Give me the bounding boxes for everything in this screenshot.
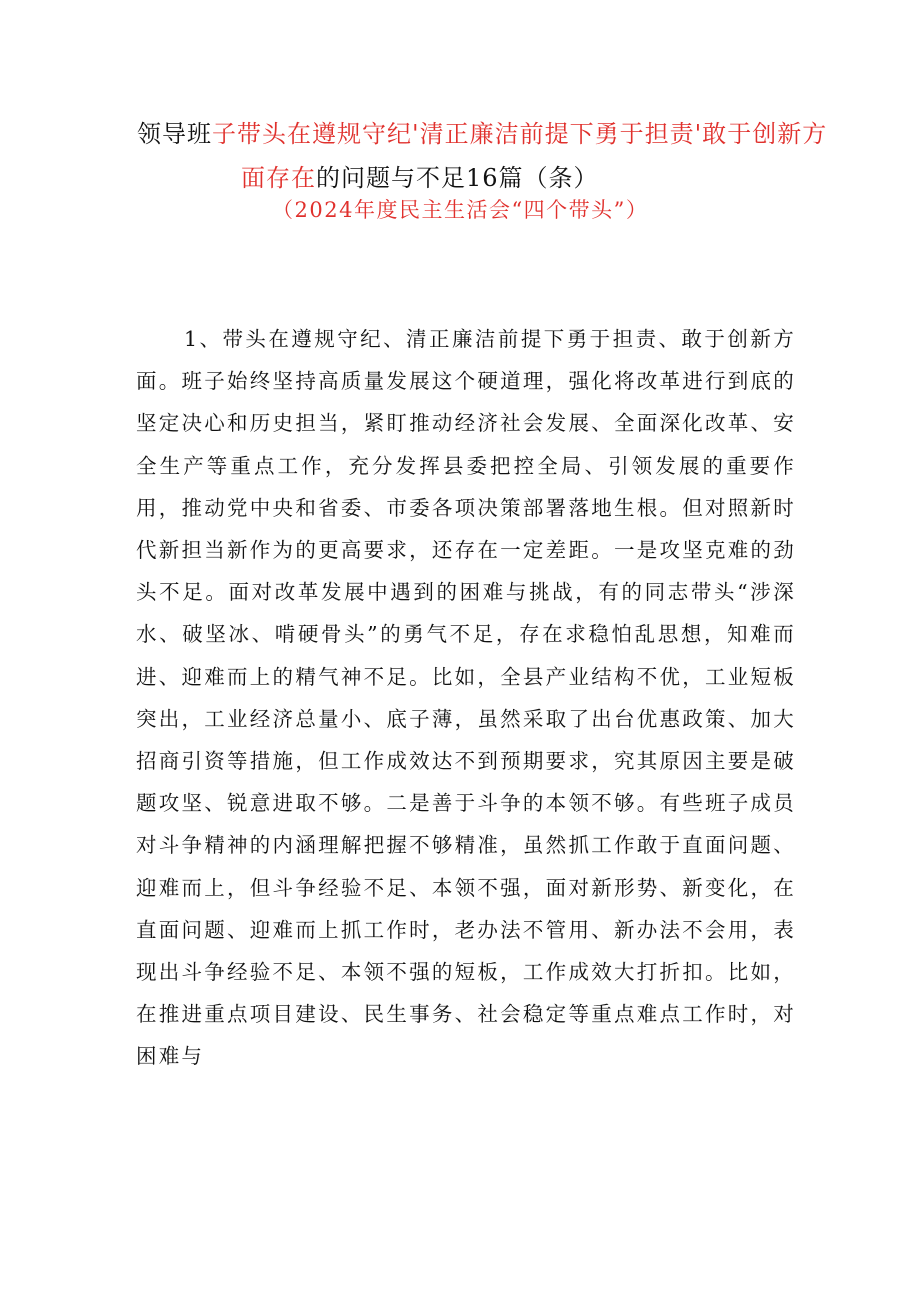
subtitle: （2024年度民主生活会“四个带头”） <box>272 198 649 222</box>
title-line-1 <box>137 118 827 150</box>
title-line-2-black: 的问题与不足16篇（条） <box>316 164 599 192</box>
title-line-2-red: 面存在 <box>241 164 316 192</box>
title-line-1-black: 领导班 <box>137 120 212 148</box>
body-paragraph: 1、带头在遵规守纪、清正廉洁前提下勇于担责、敢于创新方面。班子始终坚持高质量发展这个硬道理，强化将改革进行到底的坚定决心和历史担当，紧盯推动经济社会发展、全面深化改革、安全生产等重点工作，充分发挥县委把控全局、引领发展的重要作用，推动党中央和省委、市委各项决策部署落地生根。但对照新时代新担当新作为的更高要求，还存在一定差距。一是攻坚克难的劲头不足。面对改革发展中遇到的困难与挑战，有的同志带头“涉深水、破坚冰、啃硬骨头”的勇气不足，存在求稳怕乱思想，知难而进、迎难而上的精气神不足。比如，全县产业结构不优，工业短板突出，工业经济总量小、底子薄，虽然采取了出台优惠政策、加大招商引资等措施，但工作成效达不到预期要求，究其原因主要是破题攻坚、锐意进取不够。二是善于斗争的本领不够。有些班子成员对斗争精神的内涵理解把握不够精准，虽然抓工作敢于直面问题、迎难而上，但斗争经验不足、本领不强，面对新形势、新变化，在直面问题、迎难而上抓工作时，老办法不管用、新办法不会用，表现出斗争经验不足、本领不强的短板，工作成效大打折扣。比如，在推进重点项目建设、民生事务、社会稳定等重点难点工作时，对困难与 <box>136 327 796 1069</box>
title-line-1-red: 子带头在遵规守纪'清正廉洁前提下勇于担责'敢于创新方 <box>212 120 828 148</box>
title-line-2 <box>241 162 599 194</box>
